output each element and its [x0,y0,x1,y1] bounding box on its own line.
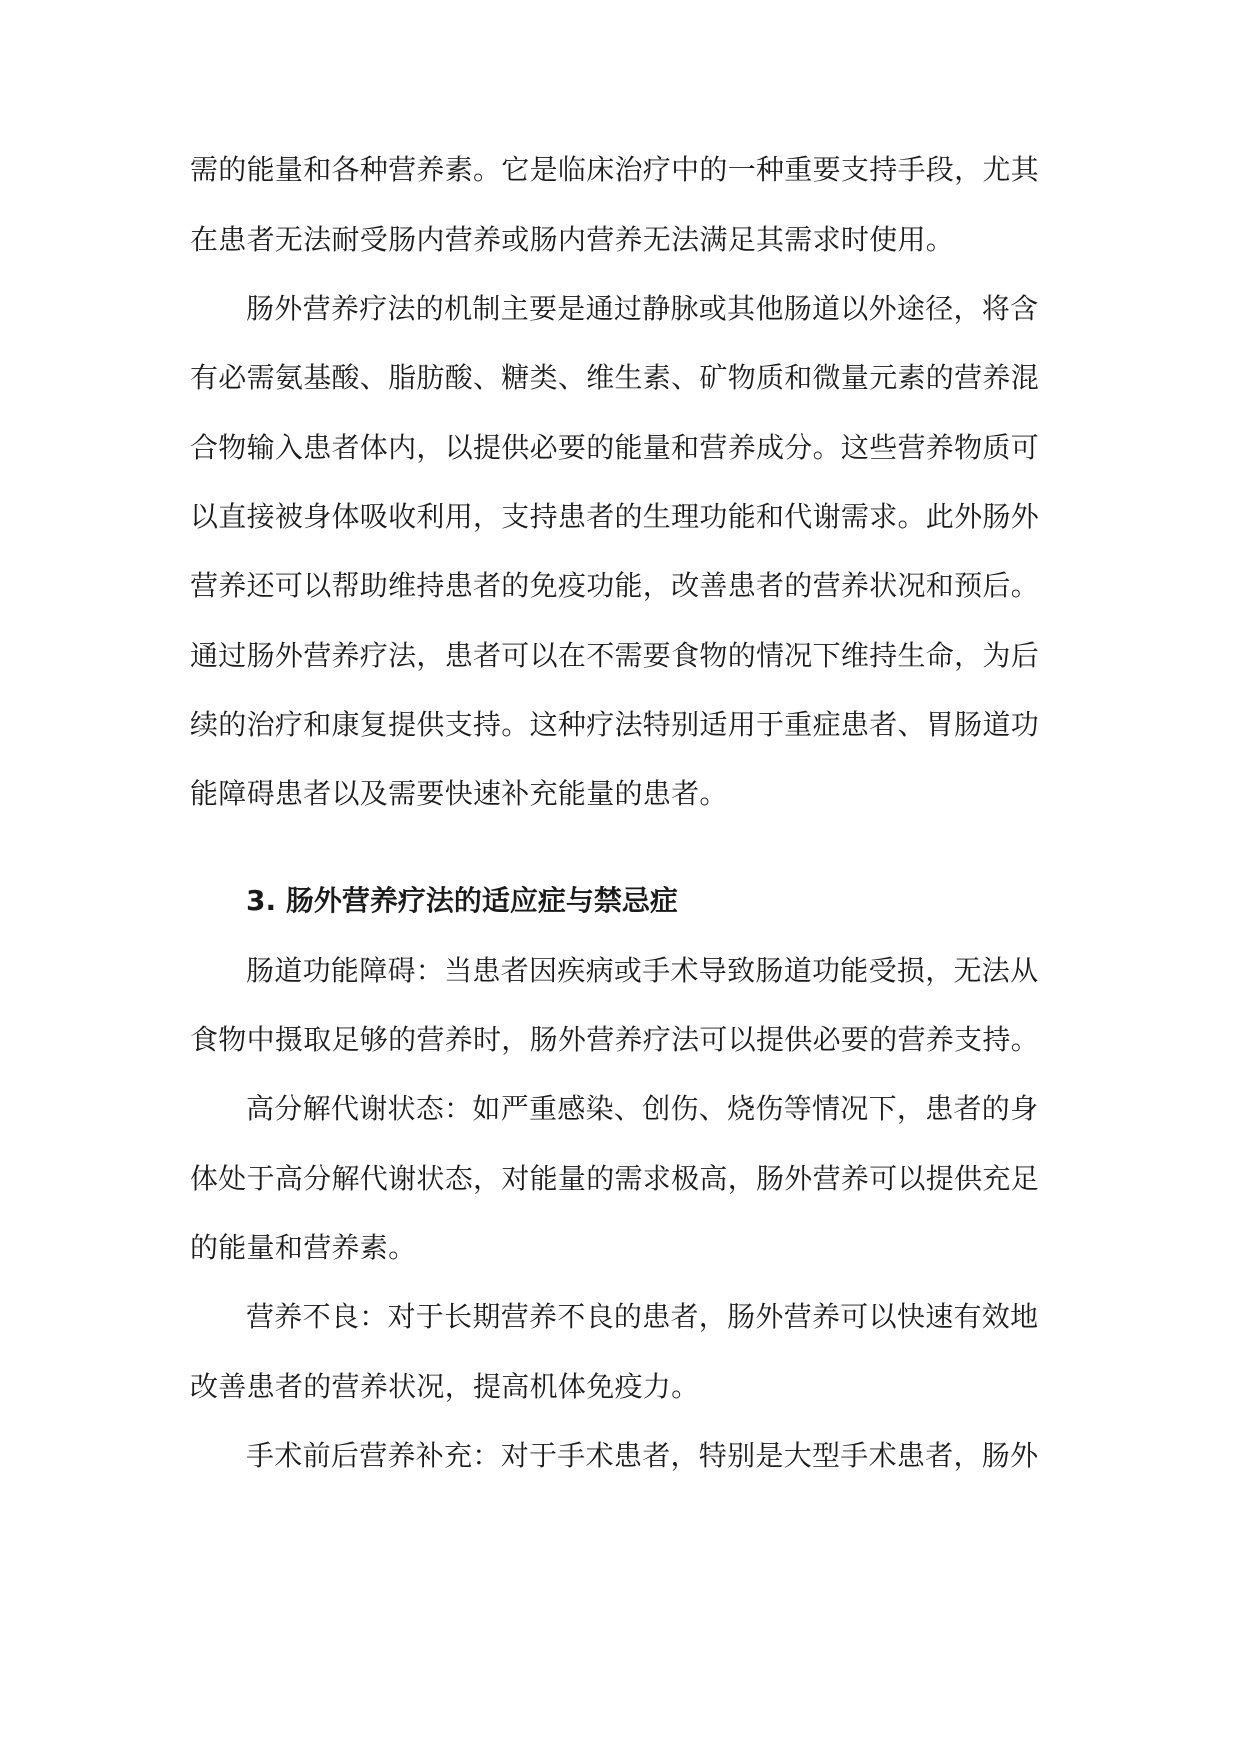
paragraph-5-line-2: 改善患者的营养状况，提高机体免疫力。 [190,1370,700,1403]
paragraph-2-line-2: 有必需氨基酸、脂肪酸、糖类、维生素、矿物质和微量元素的营养混 [190,361,1040,394]
paragraph-2-line-8: 能障碍患者以及需要快速补充能量的患者。 [190,777,728,810]
paragraph-1-line-2: 在患者无法耐受肠内营养或肠内营养无法满足其需求时使用。 [190,223,955,256]
paragraph-1-line-1: 需的能量和各种营养素。它是临床治疗中的一种重要支持手段，尤其 [190,153,1040,186]
section-heading: 3. 肠外营养疗法的适应症与禁忌症 [246,884,678,917]
paragraph-5-line-1: 营养不良：对于长期营养不良的患者，肠外营养可以快速有效地 [246,1300,1039,1333]
paragraph-2-line-6: 通过肠外营养疗法，患者可以在不需要食物的情况下维持生命，为后 [190,639,1040,672]
paragraph-2-line-1: 肠外营养疗法的机制主要是通过静脉或其他肠道以外途径，将含 [246,292,1039,325]
paragraph-2-line-4: 以直接被身体吸收利用，支持患者的生理功能和代谢需求。此外肠外 [190,500,1040,533]
paragraph-4-line-1: 高分解代谢状态：如严重感染、创伤、烧伤等情况下，患者的身 [246,1092,1039,1125]
paragraph-3-line-2: 食物中摄取足够的营养时，肠外营养疗法可以提供必要的营养支持。 [190,1023,1040,1056]
paragraph-3-line-1: 肠道功能障碍：当患者因疾病或手术导致肠道功能受损，无法从 [246,954,1039,987]
paragraph-6-line-1: 手术前后营养补充：对于手术患者，特别是大型手术患者，肠外 [246,1439,1039,1472]
paragraph-2-line-5: 营养还可以帮助维持患者的免疫功能，改善患者的营养状况和预后。 [190,569,1040,602]
paragraph-4-line-3: 的能量和营养素。 [190,1231,417,1264]
paragraph-2-line-7: 续的治疗和康复提供支持。这种疗法特别适用于重症患者、胃肠道功 [190,708,1040,741]
paragraph-4-line-2: 体处于高分解代谢状态，对能量的需求极高，肠外营养可以提供充足 [190,1162,1040,1195]
paragraph-2-line-3: 合物输入患者体内，以提供必要的能量和营养成分。这些营养物质可 [190,431,1040,464]
